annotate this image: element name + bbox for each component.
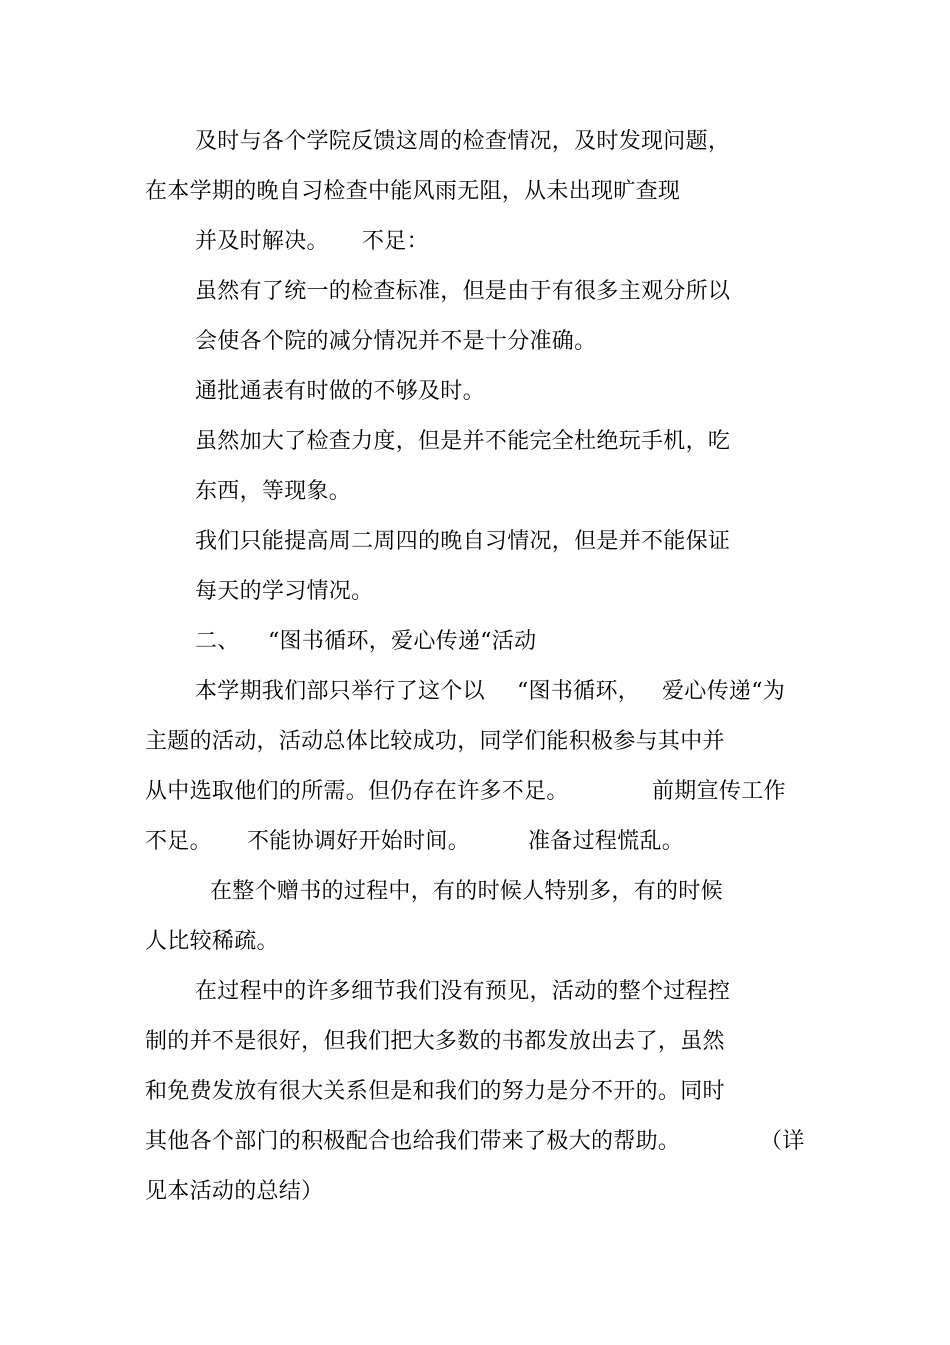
text-line: 虽然加大了检查力度，但是并不能完全杜绝玩手机，吃 — [195, 429, 731, 454]
section-number: 二、 — [195, 629, 240, 654]
text-line: 本学期我们部只举行了这个以 — [195, 679, 485, 704]
text-line: “图书循环， — [517, 679, 641, 704]
text-line: （详 — [760, 1129, 805, 1154]
text-line: 每天的学习情况。 — [195, 579, 374, 604]
text-line: 并及时解决。 — [195, 229, 329, 254]
text-line: 制的并不是很好，但我们把大多数的书都发放出去了，虽然 — [145, 1029, 725, 1054]
text-line: 爱心传递“为 — [662, 679, 786, 704]
text-line: 和免费发放有很大关系但是和我们的努力是分不开的。同时 — [145, 1079, 725, 1104]
text-line: 见本活动的总结） — [145, 1179, 324, 1204]
text-line: 不能协调好开始时间。 — [247, 829, 471, 854]
text-line: 在过程中的许多细节我们没有预见，活动的整个过程控 — [195, 979, 731, 1004]
text-line: 准备过程慌乱。 — [528, 829, 685, 854]
text-line: 虽然有了统一的检查标准，但是由于有很多主观分所以 — [195, 279, 731, 304]
text-line: 前期宣传工作 — [652, 779, 786, 804]
text-line: 其他各个部门的积极配合也给我们带来了极大的帮助。 — [145, 1129, 681, 1154]
section-heading: 不足： — [362, 229, 429, 254]
text-line: 我们只能提高周二周四的晚自习情况，但是并不能保证 — [195, 529, 731, 554]
section-title: “图书循环，爱心传递“活动 — [268, 629, 537, 654]
text-line: 主题的活动，活动总体比较成功，同学们能积极参与其中并 — [145, 729, 725, 754]
text-line: 人比较稀疏。 — [145, 929, 279, 954]
text-line: 从中选取他们的所需。但仍存在许多不足。 — [145, 779, 569, 804]
text-line: 及时与各个学院反馈这周的检查情况，及时发现问题， — [195, 129, 731, 154]
text-line: 在整个赠书的过程中，有的时候人特别多，有的时候 — [210, 879, 723, 904]
text-line: 东西，等现象。 — [195, 479, 352, 504]
text-line: 不足。 — [145, 829, 212, 854]
text-line: 通批通表有时做的不够及时。 — [195, 379, 485, 404]
text-line: 在本学期的晚自习检查中能风雨无阻，从未出现旷查现 — [145, 179, 681, 204]
text-line: 会使各个院的减分情况并不是十分准确。 — [195, 329, 597, 354]
